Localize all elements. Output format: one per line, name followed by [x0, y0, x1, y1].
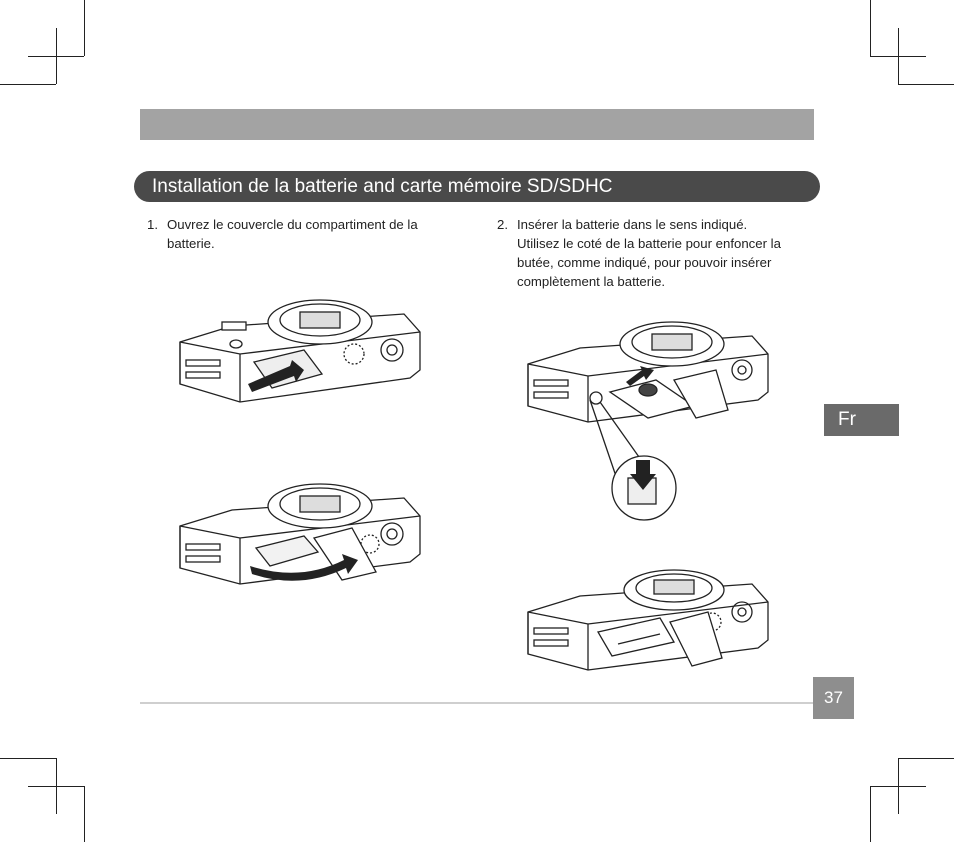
crop-mark-bl-v	[84, 786, 85, 842]
crop-mark-br-v	[870, 786, 871, 842]
camera-illustration-battery-inserted	[524, 562, 774, 674]
footer-divider	[140, 702, 813, 704]
crop-mark-bl-h	[0, 758, 56, 759]
step-number: 2.	[497, 217, 508, 232]
crop-mark-tr-v	[870, 0, 871, 56]
crop-mark-tl-v	[84, 0, 85, 56]
step-line: butée, comme indiqué, pour pouvoir insérer	[517, 255, 772, 270]
step-line: complètement la batterie.	[517, 274, 666, 289]
step-2	[497, 215, 807, 291]
crop-mark-tl-h	[0, 84, 56, 85]
step-line: Utilisez le coté de la batterie pour enfoncer la	[517, 236, 781, 251]
camera-illustration-cover-opened	[172, 478, 427, 590]
crop-mark-tr-h	[898, 84, 954, 85]
crop-mark-tr-h2	[870, 56, 926, 57]
step-1	[147, 215, 447, 253]
step-number: 1.	[147, 217, 158, 232]
section-title: Installation de la batterie and carte mémoire SD/SDHC	[134, 171, 820, 202]
camera-illustration-open-cover	[172, 292, 427, 412]
step-line: batterie.	[167, 236, 215, 251]
crop-mark-br-h	[898, 758, 954, 759]
header-band	[140, 109, 814, 140]
step-line: Insérer la batterie dans le sens indiqué.	[517, 217, 748, 232]
step-line: Ouvrez le couvercle du compartiment de la	[167, 217, 418, 232]
crop-mark-tl-h2	[28, 56, 84, 57]
page-number: 37	[813, 677, 854, 719]
camera-illustration-insert-battery	[524, 314, 774, 524]
crop-mark-bl-h2	[28, 786, 84, 787]
language-tab: Fr	[824, 404, 899, 436]
crop-mark-br-h2	[870, 786, 926, 787]
